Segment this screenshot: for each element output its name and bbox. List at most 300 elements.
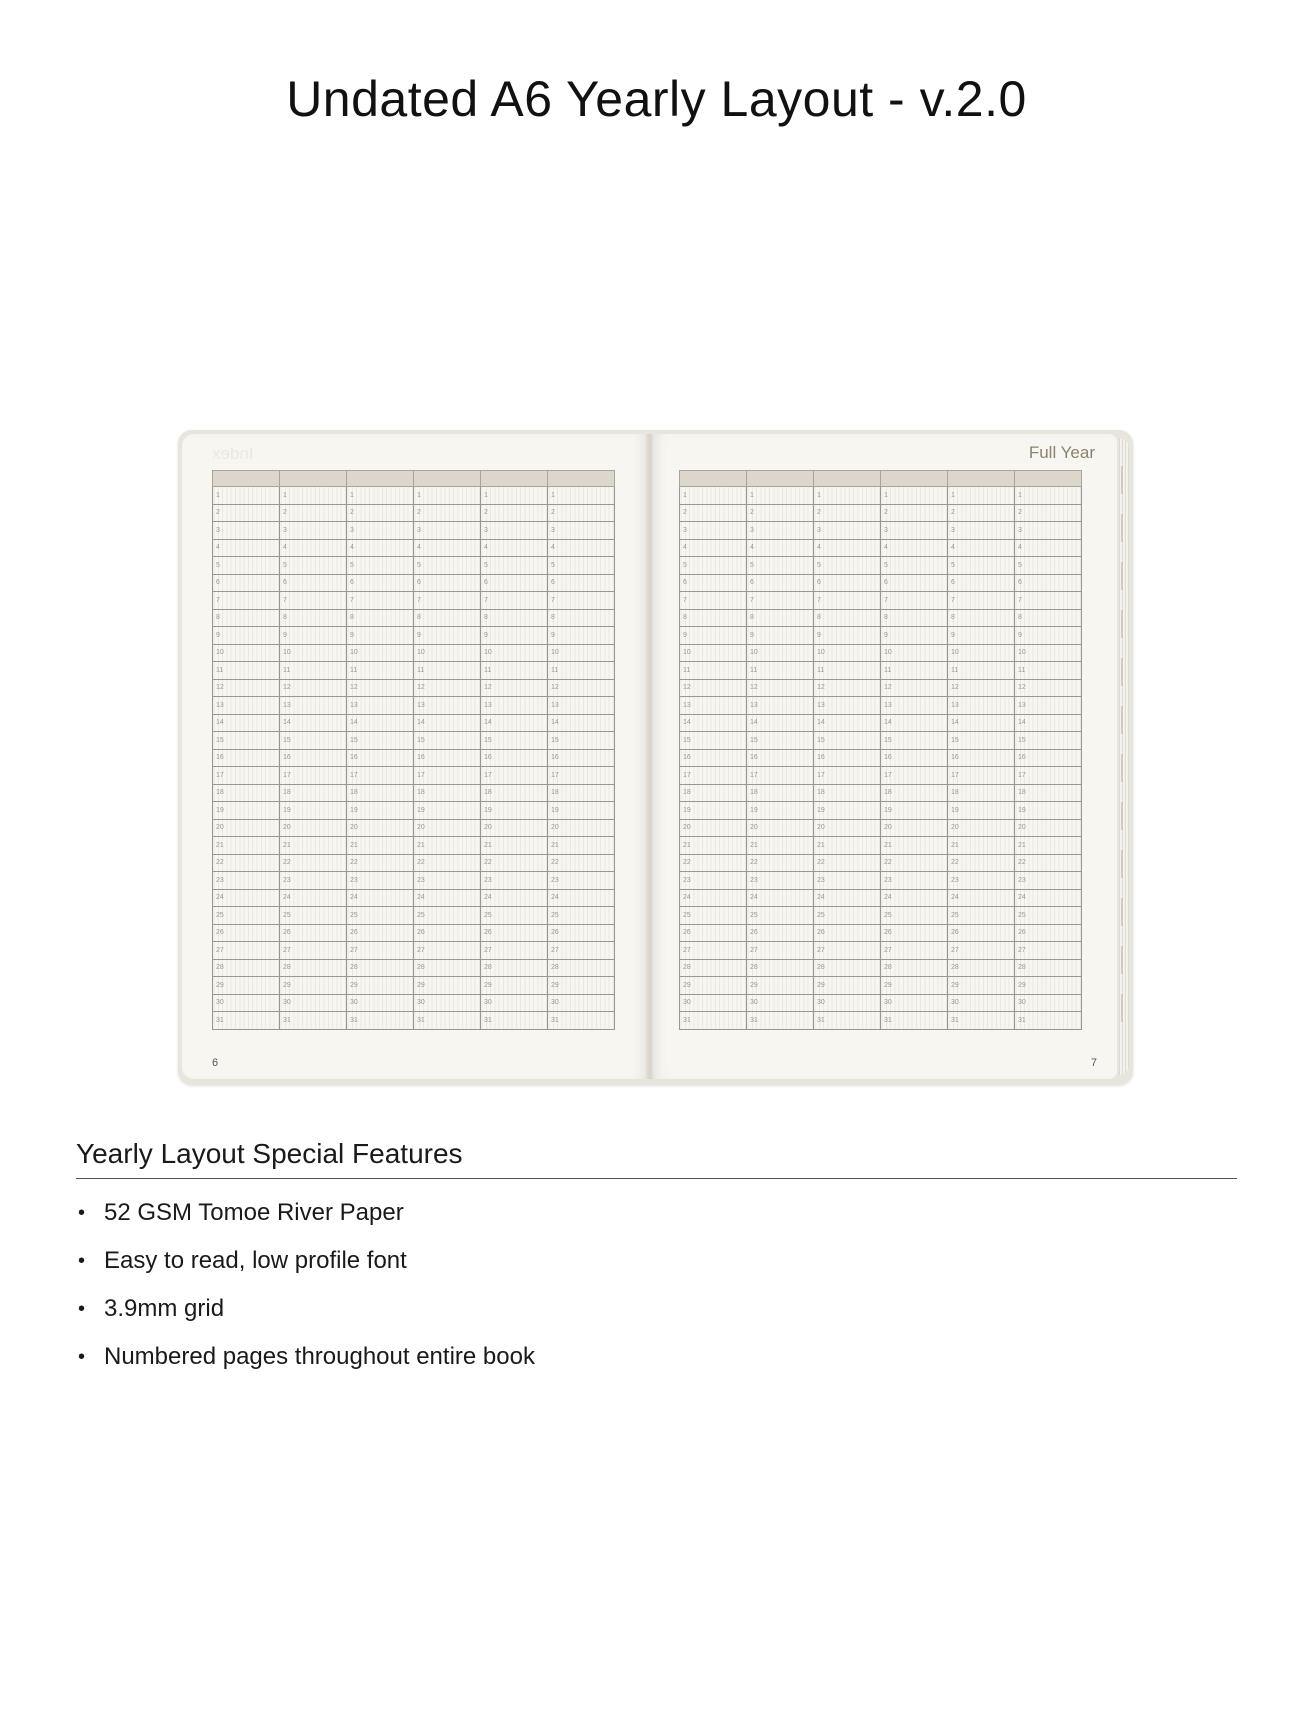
day-cell: 24	[881, 889, 948, 907]
day-cell: 3	[948, 522, 1015, 540]
day-cell: 4	[213, 539, 280, 557]
month-header-cell	[548, 471, 615, 487]
day-cell: 20	[680, 819, 747, 837]
day-cell: 13	[414, 697, 481, 715]
day-cell: 4	[481, 539, 548, 557]
day-row	[213, 942, 615, 960]
day-cell: 9	[213, 627, 280, 645]
day-cell: 27	[347, 942, 414, 960]
day-cell: 24	[481, 889, 548, 907]
day-cell: 15	[280, 732, 347, 750]
day-cell: 19	[1015, 802, 1082, 820]
day-cell: 12	[481, 679, 548, 697]
day-cell: 8	[680, 609, 747, 627]
day-cell: 25	[814, 907, 881, 925]
notebook-spread-image	[178, 430, 1133, 1085]
day-cell: 16	[1015, 749, 1082, 767]
day-cell: 25	[347, 907, 414, 925]
day-row	[680, 697, 1082, 715]
day-cell: 27	[814, 942, 881, 960]
day-cell: 20	[1015, 819, 1082, 837]
day-cell: 9	[814, 627, 881, 645]
day-cell: 27	[1015, 942, 1082, 960]
day-cell: 1	[414, 487, 481, 505]
day-cell: 14	[414, 714, 481, 732]
day-cell: 8	[1015, 609, 1082, 627]
day-row	[213, 487, 615, 505]
day-cell: 6	[481, 574, 548, 592]
day-cell: 23	[814, 872, 881, 890]
day-cell: 1	[948, 487, 1015, 505]
day-cell: 3	[881, 522, 948, 540]
day-cell: 8	[481, 609, 548, 627]
day-cell: 19	[881, 802, 948, 820]
day-row	[680, 907, 1082, 925]
day-cell: 4	[414, 539, 481, 557]
left-yearly-grid	[212, 470, 615, 1030]
day-cell: 29	[481, 977, 548, 995]
day-cell: 18	[347, 784, 414, 802]
grid-header-row	[680, 471, 1082, 487]
day-cell: 2	[414, 504, 481, 522]
day-cell: 5	[881, 557, 948, 575]
day-cell: 7	[414, 592, 481, 610]
day-cell: 14	[1015, 714, 1082, 732]
feature-item: • Numbered pages throughout entire book	[76, 1341, 1237, 1389]
day-cell: 8	[548, 609, 615, 627]
day-cell: 21	[548, 837, 615, 855]
day-cell: 7	[280, 592, 347, 610]
day-cell: 30	[1015, 994, 1082, 1012]
day-cell: 23	[881, 872, 948, 890]
day-cell: 16	[481, 749, 548, 767]
day-cell: 11	[481, 662, 548, 680]
day-row	[680, 557, 1082, 575]
day-cell: 17	[747, 767, 814, 785]
day-row	[213, 697, 615, 715]
day-cell: 4	[881, 539, 948, 557]
day-cell: 22	[881, 854, 948, 872]
day-cell: 1	[548, 487, 615, 505]
day-cell: 6	[814, 574, 881, 592]
day-cell: 29	[814, 977, 881, 995]
day-row	[680, 977, 1082, 995]
day-cell: 20	[213, 819, 280, 837]
month-header-cell	[213, 471, 280, 487]
day-row	[680, 522, 1082, 540]
day-cell: 11	[747, 662, 814, 680]
left-page	[182, 434, 647, 1079]
day-cell: 22	[347, 854, 414, 872]
day-cell: 10	[1015, 644, 1082, 662]
day-cell: 7	[881, 592, 948, 610]
day-row	[680, 504, 1082, 522]
day-cell: 8	[747, 609, 814, 627]
day-cell: 28	[347, 959, 414, 977]
day-cell: 31	[548, 1012, 615, 1030]
day-cell: 20	[548, 819, 615, 837]
day-cell: 23	[347, 872, 414, 890]
day-row	[213, 574, 615, 592]
day-row	[680, 592, 1082, 610]
day-cell: 20	[814, 819, 881, 837]
day-cell: 17	[814, 767, 881, 785]
day-cell: 19	[280, 802, 347, 820]
day-row	[680, 714, 1082, 732]
day-cell: 25	[948, 907, 1015, 925]
day-cell: 26	[814, 924, 881, 942]
day-cell: 30	[747, 994, 814, 1012]
day-cell: 13	[814, 697, 881, 715]
day-cell: 5	[548, 557, 615, 575]
day-row	[213, 504, 615, 522]
day-cell: 14	[948, 714, 1015, 732]
day-cell: 7	[481, 592, 548, 610]
day-cell: 10	[213, 644, 280, 662]
day-cell: 3	[747, 522, 814, 540]
day-cell: 7	[347, 592, 414, 610]
day-cell: 13	[481, 697, 548, 715]
day-cell: 13	[948, 697, 1015, 715]
day-cell: 29	[414, 977, 481, 995]
day-row	[680, 767, 1082, 785]
day-cell: 19	[481, 802, 548, 820]
day-cell: 10	[680, 644, 747, 662]
day-cell: 31	[213, 1012, 280, 1030]
day-cell: 31	[414, 1012, 481, 1030]
month-header-cell	[948, 471, 1015, 487]
day-cell: 7	[548, 592, 615, 610]
day-cell: 21	[347, 837, 414, 855]
day-cell: 10	[548, 644, 615, 662]
month-header-cell	[1015, 471, 1082, 487]
day-cell: 4	[747, 539, 814, 557]
day-row	[680, 924, 1082, 942]
day-row	[213, 802, 615, 820]
day-cell: 25	[280, 907, 347, 925]
day-row	[213, 627, 615, 645]
day-cell: 14	[881, 714, 948, 732]
day-cell: 25	[548, 907, 615, 925]
day-cell: 31	[747, 1012, 814, 1030]
day-cell: 28	[213, 959, 280, 977]
day-cell: 27	[481, 942, 548, 960]
day-cell: 3	[1015, 522, 1082, 540]
day-cell: 23	[747, 872, 814, 890]
day-cell: 7	[680, 592, 747, 610]
day-cell: 2	[948, 504, 1015, 522]
day-cell: 21	[280, 837, 347, 855]
day-row	[213, 994, 615, 1012]
day-cell: 5	[280, 557, 347, 575]
day-cell: 28	[881, 959, 948, 977]
day-cell: 1	[347, 487, 414, 505]
day-cell: 20	[347, 819, 414, 837]
day-cell: 31	[814, 1012, 881, 1030]
day-cell: 15	[1015, 732, 1082, 750]
day-cell: 15	[747, 732, 814, 750]
day-cell: 22	[548, 854, 615, 872]
day-cell: 30	[881, 994, 948, 1012]
feature-item: • 3.9mm grid	[76, 1293, 1237, 1341]
month-header-cell	[747, 471, 814, 487]
day-cell: 18	[481, 784, 548, 802]
day-cell: 9	[1015, 627, 1082, 645]
day-cell: 3	[481, 522, 548, 540]
day-cell: 14	[347, 714, 414, 732]
day-cell: 28	[680, 959, 747, 977]
day-row	[680, 942, 1082, 960]
day-cell: 29	[1015, 977, 1082, 995]
day-cell: 17	[1015, 767, 1082, 785]
day-cell: 29	[213, 977, 280, 995]
day-cell: 4	[680, 539, 747, 557]
day-cell: 9	[481, 627, 548, 645]
day-cell: 8	[414, 609, 481, 627]
day-cell: 18	[548, 784, 615, 802]
month-header-cell	[347, 471, 414, 487]
day-cell: 12	[881, 679, 948, 697]
day-cell: 9	[347, 627, 414, 645]
day-cell: 30	[414, 994, 481, 1012]
day-cell: 26	[481, 924, 548, 942]
day-cell: 17	[414, 767, 481, 785]
day-cell: 13	[747, 697, 814, 715]
month-header-cell	[481, 471, 548, 487]
day-cell: 6	[680, 574, 747, 592]
day-cell: 4	[347, 539, 414, 557]
day-row	[680, 609, 1082, 627]
day-cell: 25	[481, 907, 548, 925]
day-cell: 8	[347, 609, 414, 627]
day-cell: 9	[548, 627, 615, 645]
day-cell: 11	[881, 662, 948, 680]
day-cell: 1	[1015, 487, 1082, 505]
day-cell: 17	[548, 767, 615, 785]
day-cell: 5	[814, 557, 881, 575]
feature-item: • Easy to read, low profile font	[76, 1245, 1237, 1293]
day-cell: 7	[948, 592, 1015, 610]
day-cell: 21	[881, 837, 948, 855]
day-cell: 5	[347, 557, 414, 575]
day-row	[213, 592, 615, 610]
day-cell: 30	[548, 994, 615, 1012]
day-cell: 15	[414, 732, 481, 750]
day-cell: 4	[548, 539, 615, 557]
day-cell: 12	[213, 679, 280, 697]
day-row	[213, 644, 615, 662]
day-row	[213, 959, 615, 977]
day-cell: 21	[814, 837, 881, 855]
feature-item: • 52 GSM Tomoe River Paper	[76, 1197, 1237, 1245]
day-cell: 15	[814, 732, 881, 750]
day-cell: 8	[280, 609, 347, 627]
day-cell: 14	[213, 714, 280, 732]
day-cell: 5	[481, 557, 548, 575]
day-cell: 2	[280, 504, 347, 522]
day-cell: 5	[948, 557, 1015, 575]
day-cell: 11	[680, 662, 747, 680]
day-row	[213, 714, 615, 732]
day-cell: 12	[814, 679, 881, 697]
day-cell: 21	[747, 837, 814, 855]
day-cell: 28	[814, 959, 881, 977]
day-cell: 27	[881, 942, 948, 960]
day-cell: 20	[280, 819, 347, 837]
day-cell: 18	[948, 784, 1015, 802]
full-year-header: Full Year	[1028, 443, 1095, 462]
day-cell: 11	[1015, 662, 1082, 680]
day-cell: 7	[747, 592, 814, 610]
day-cell: 16	[948, 749, 1015, 767]
day-row	[213, 872, 615, 890]
day-cell: 21	[1015, 837, 1082, 855]
day-cell: 16	[814, 749, 881, 767]
day-cell: 18	[747, 784, 814, 802]
grid-header-row	[213, 471, 615, 487]
day-row	[680, 802, 1082, 820]
day-cell: 2	[680, 504, 747, 522]
day-cell: 29	[948, 977, 1015, 995]
day-cell: 10	[948, 644, 1015, 662]
day-row	[680, 679, 1082, 697]
day-cell: 24	[280, 889, 347, 907]
day-row	[680, 574, 1082, 592]
day-cell: 18	[1015, 784, 1082, 802]
day-row	[213, 784, 615, 802]
day-cell: 24	[213, 889, 280, 907]
day-cell: 3	[680, 522, 747, 540]
day-cell: 18	[680, 784, 747, 802]
day-cell: 16	[548, 749, 615, 767]
day-cell: 6	[881, 574, 948, 592]
day-cell: 19	[213, 802, 280, 820]
day-cell: 23	[414, 872, 481, 890]
day-cell: 26	[1015, 924, 1082, 942]
day-cell: 27	[747, 942, 814, 960]
day-cell: 17	[680, 767, 747, 785]
day-cell: 22	[814, 854, 881, 872]
day-cell: 28	[747, 959, 814, 977]
day-cell: 22	[481, 854, 548, 872]
day-cell: 5	[1015, 557, 1082, 575]
day-cell: 27	[548, 942, 615, 960]
day-row	[680, 784, 1082, 802]
page-title: Undated A6 Yearly Layout - v.2.0	[286, 71, 1027, 127]
day-row	[213, 679, 615, 697]
day-row	[680, 837, 1082, 855]
day-cell: 2	[747, 504, 814, 522]
day-cell: 3	[814, 522, 881, 540]
day-cell: 29	[680, 977, 747, 995]
day-cell: 11	[347, 662, 414, 680]
day-cell: 26	[414, 924, 481, 942]
day-row	[213, 1012, 615, 1030]
day-cell: 5	[213, 557, 280, 575]
day-cell: 30	[680, 994, 747, 1012]
day-cell: 12	[280, 679, 347, 697]
day-cell: 4	[948, 539, 1015, 557]
day-cell: 26	[881, 924, 948, 942]
day-cell: 26	[548, 924, 615, 942]
day-row	[680, 959, 1082, 977]
day-cell: 19	[814, 802, 881, 820]
left-page-number: 6	[212, 1057, 219, 1069]
day-cell: 31	[481, 1012, 548, 1030]
day-cell: 24	[548, 889, 615, 907]
day-cell: 11	[814, 662, 881, 680]
day-row	[680, 487, 1082, 505]
day-row	[213, 557, 615, 575]
day-row	[680, 854, 1082, 872]
day-cell: 23	[548, 872, 615, 890]
day-row	[213, 522, 615, 540]
day-cell: 5	[747, 557, 814, 575]
day-row	[213, 977, 615, 995]
day-cell: 16	[881, 749, 948, 767]
day-cell: 15	[481, 732, 548, 750]
day-cell: 31	[1015, 1012, 1082, 1030]
features-section	[76, 1138, 1237, 1389]
day-cell: 23	[481, 872, 548, 890]
day-cell: 1	[280, 487, 347, 505]
day-cell: 31	[680, 1012, 747, 1030]
day-cell: 27	[280, 942, 347, 960]
day-cell: 2	[548, 504, 615, 522]
day-cell: 5	[680, 557, 747, 575]
day-cell: 8	[881, 609, 948, 627]
day-cell: 25	[1015, 907, 1082, 925]
day-cell: 27	[680, 942, 747, 960]
day-cell: 30	[347, 994, 414, 1012]
day-cell: 21	[414, 837, 481, 855]
day-cell: 14	[548, 714, 615, 732]
day-cell: 16	[414, 749, 481, 767]
day-cell: 10	[280, 644, 347, 662]
day-cell: 19	[948, 802, 1015, 820]
day-row	[680, 539, 1082, 557]
day-cell: 2	[347, 504, 414, 522]
month-header-cell	[680, 471, 747, 487]
day-cell: 18	[213, 784, 280, 802]
day-cell: 31	[881, 1012, 948, 1030]
day-cell: 9	[680, 627, 747, 645]
day-cell: 20	[747, 819, 814, 837]
day-cell: 26	[747, 924, 814, 942]
day-cell: 9	[414, 627, 481, 645]
day-cell: 22	[213, 854, 280, 872]
day-cell: 3	[280, 522, 347, 540]
day-cell: 6	[280, 574, 347, 592]
day-cell: 13	[347, 697, 414, 715]
index-tab-marks	[1120, 466, 1128, 1056]
day-cell: 28	[280, 959, 347, 977]
day-cell: 23	[280, 872, 347, 890]
day-cell: 1	[481, 487, 548, 505]
day-cell: 6	[548, 574, 615, 592]
day-cell: 1	[814, 487, 881, 505]
day-cell: 10	[414, 644, 481, 662]
day-cell: 24	[414, 889, 481, 907]
day-cell: 28	[481, 959, 548, 977]
day-row	[213, 889, 615, 907]
day-cell: 6	[414, 574, 481, 592]
day-cell: 31	[280, 1012, 347, 1030]
day-cell: 13	[548, 697, 615, 715]
day-cell: 29	[548, 977, 615, 995]
day-cell: 14	[481, 714, 548, 732]
day-row	[213, 539, 615, 557]
